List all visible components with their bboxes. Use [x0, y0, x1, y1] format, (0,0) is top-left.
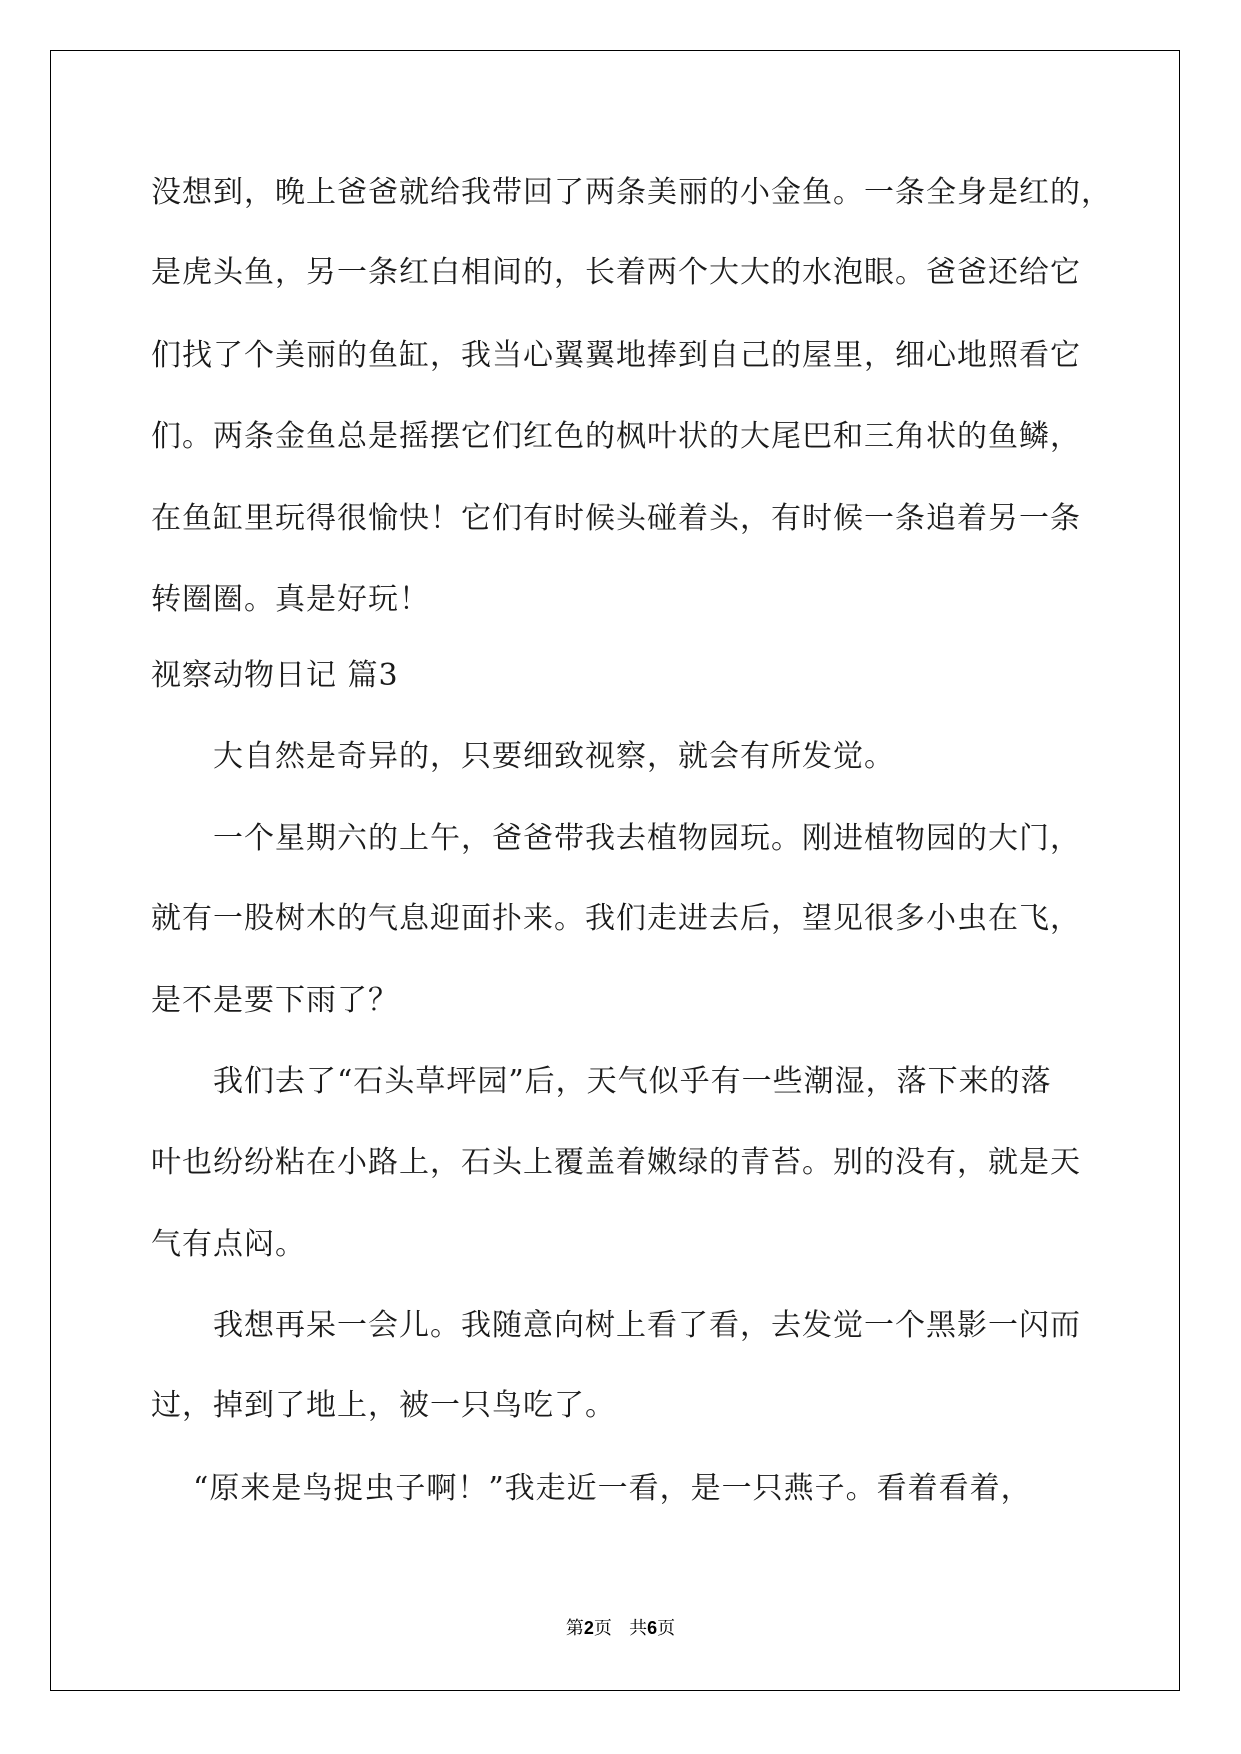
- page-footer: [0, 1614, 1241, 1640]
- footer-total-suffix: 页: [657, 1618, 676, 1639]
- paragraph-line: 一个星期六的上午，爸爸带我去植物园玩。刚进植物园的大门，: [213, 821, 1081, 856]
- paragraph-line: 是虎头鱼，另一条红白相间的，长着两个大大的水泡眼。爸爸还给它: [151, 255, 1081, 290]
- paragraph-line: 是不是要下雨了？: [151, 983, 399, 1018]
- paragraph-line: 叶也纷纷粘在小路上，石头上覆盖着嫩绿的青苔。别的没有，就是天: [151, 1145, 1081, 1180]
- paragraph-line: 我想再呆一会儿。我随意向树上看了看，去发觉一个黑影一闪而: [213, 1308, 1081, 1343]
- footer-page-word: 页: [593, 1618, 612, 1639]
- total-page-number: 6: [647, 1618, 658, 1638]
- page-border: [50, 50, 1180, 1691]
- current-page-number: 2: [583, 1618, 594, 1638]
- paragraph-line: 在鱼缸里玩得很愉快！它们有时候头碰着头，有时候一条追着另一条: [151, 501, 1081, 536]
- paragraph-line: 气有点闷。: [151, 1227, 306, 1262]
- footer-prefix: 第: [565, 1618, 584, 1639]
- paragraph-line: 我们去了“石头草坪园”后，天气似乎有一些潮湿，落下来的落: [213, 1064, 1052, 1099]
- paragraph-line: 转圈圈。真是好玩！: [151, 582, 430, 617]
- paragraph-line: “原来是鸟捉虫子啊！”我走近一看，是一只燕子。看着看着，: [193, 1471, 1032, 1506]
- paragraph-line: 过，掉到了地上，被一只鸟吃了。: [151, 1388, 616, 1423]
- footer-total-prefix: 共: [629, 1618, 648, 1639]
- paragraph-line: 就有一股树木的气息迎面扑来。我们走进去后，望见很多小虫在飞，: [151, 901, 1081, 936]
- paragraph-line: 大自然是奇异的，只要细致视察，就会有所发觉。: [213, 739, 895, 774]
- section-heading: 视察动物日记 篇3: [151, 658, 399, 693]
- paragraph-line: 们。两条金鱼总是摇摆它们红色的枫叶状的大尾巴和三角状的鱼鳞，: [151, 419, 1081, 454]
- paragraph-line: 们找了个美丽的鱼缸，我当心翼翼地捧到自己的屋里，细心地照看它: [151, 338, 1081, 373]
- paragraph-line: 没想到，晚上爸爸就给我带回了两条美丽的小金鱼。一条全身是红的，: [151, 175, 1112, 210]
